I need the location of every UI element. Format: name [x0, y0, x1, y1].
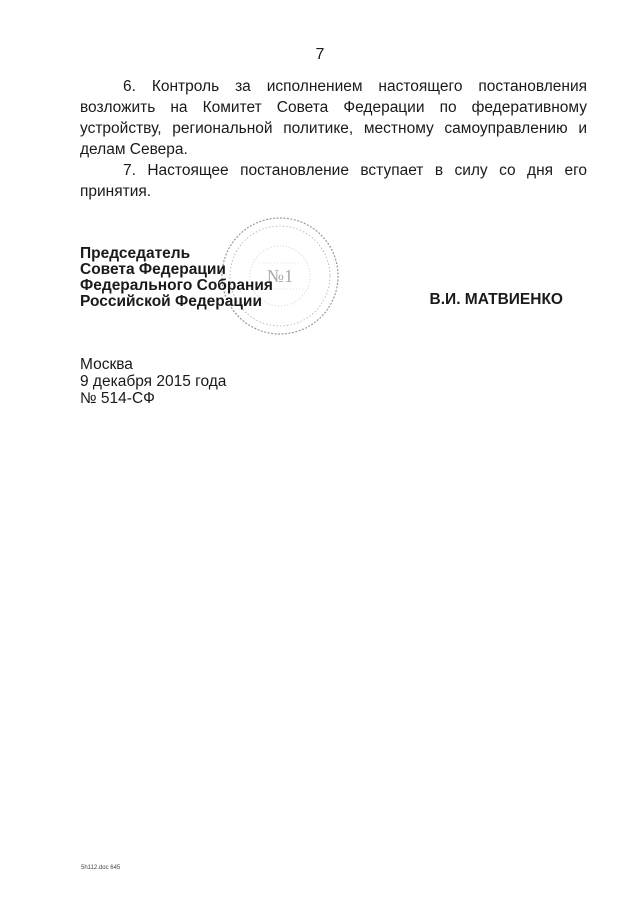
document-body	[80, 76, 587, 202]
date: 9 декабря 2015 года	[80, 373, 227, 390]
signatory-title-line: Российской Федерации	[80, 293, 262, 310]
paragraph-6: 6. Контроль за исполнением настоящего постановления возложить на Комитет Совета Федерации по федеративному устройству, региональной политике, местному самоуправлению и делам Севера.	[80, 78, 587, 158]
file-footer: 5h112.doc 645	[81, 865, 121, 871]
place-date-number	[80, 356, 226, 407]
signatory-title-line: Федерального Собрания	[80, 277, 273, 294]
signatory-title-line: Председатель	[80, 245, 191, 262]
signer-name: В.И. МАТВИЕНКО	[429, 291, 563, 308]
paragraph-7: 7. Настоящее постановление вступает в силу со дня его принятия.	[80, 162, 587, 200]
city: Москва	[80, 356, 133, 373]
signatory-title-line: Совета Федерации	[80, 261, 226, 278]
seal-number: №1	[266, 266, 294, 286]
page-number: 7	[315, 46, 325, 63]
resolution-number: № 514-СФ	[80, 390, 155, 407]
signature-block	[80, 246, 587, 316]
